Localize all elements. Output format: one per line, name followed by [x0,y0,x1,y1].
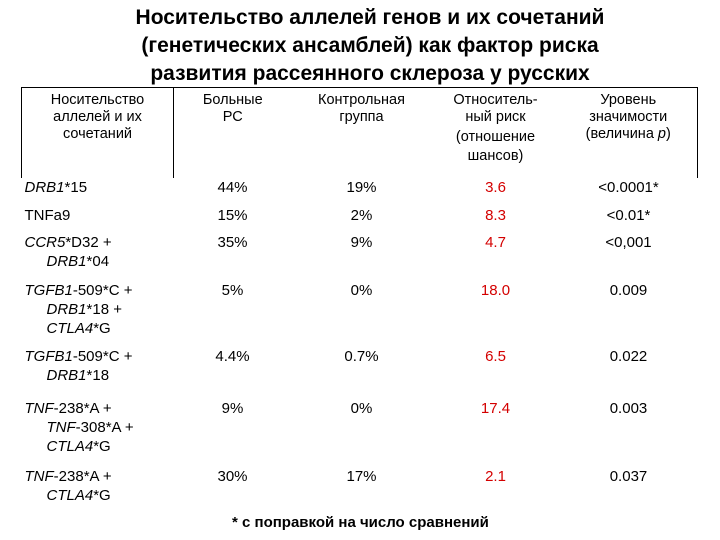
cell-control: 0% [350,399,373,417]
row-gene: TNF-238*A + CTLA4*G [24,467,112,504]
cell-risk: 3.6 [485,178,506,196]
header-p: Уровень значимости (величина p) [560,88,698,178]
row-gene: TNFa9 [24,206,71,224]
cell-p: 0.003 [609,399,648,417]
header-gene: Носительство аллелей и их сочетаний [22,88,174,178]
title-line-1: Носительство аллелей генов и их сочетаний [135,6,605,29]
cell-patients: 44% [217,178,248,196]
cell-patients: 4.4% [215,347,250,365]
header-risk: Относитель- ный риск (отношение шансов) [432,88,560,178]
cell-control: 2% [350,206,373,224]
table-row [22,399,698,467]
cell-control: 17% [346,467,377,485]
table-row [22,206,698,233]
cell-control: 19% [346,178,377,196]
table-row [22,233,698,281]
cell-patients: 5% [221,281,244,299]
cell-p: 0.009 [609,281,648,299]
title-line-2: (генетических ансамблей) как фактор риска [141,34,599,57]
cell-patients: 35% [217,233,248,251]
cell-patients: 30% [217,467,248,485]
table-header-row [22,88,698,178]
cell-patients: 15% [217,206,248,224]
row-gene: CCR5*D32 + DRB1*04 [24,233,112,270]
cell-p: <0,001 [605,233,652,251]
page-title [20,4,720,88]
cell-p: <0.01* [606,206,651,224]
cell-p: 0.037 [609,467,648,485]
cell-risk: 2.1 [485,467,506,485]
cell-risk: 8.3 [485,206,506,224]
cell-p: <0.0001* [598,178,659,196]
cell-control: 0% [350,281,373,299]
cell-control: 0.7% [344,347,379,365]
risk-table [21,87,698,515]
table-row [22,178,698,206]
header-patients: Больные РС [174,88,292,178]
table-row [22,281,698,347]
footnote: * с поправкой на число сравнений [232,514,489,531]
cell-patients: 9% [221,399,244,417]
row-gene: TGFB1-509*C + DRB1*18 + CTLA4*G [24,281,133,337]
cell-risk: 4.7 [485,233,506,251]
cell-risk: 6.5 [485,347,506,365]
table-row [22,347,698,399]
title-line-3: развития рассеянного склероза у русских [150,62,590,85]
table-row [22,467,698,515]
row-gene: TGFB1-509*C + DRB1*18 [24,347,133,384]
row-gene: TNF-238*A + TNF-308*A + CTLA4*G [24,399,134,455]
cell-control: 9% [350,233,373,251]
header-control: Контрольная группа [292,88,432,178]
row-gene: DRB1*15 [24,178,88,196]
cell-p: 0.022 [609,347,648,365]
cell-risk: 18.0 [480,281,511,299]
cell-risk: 17.4 [480,399,511,417]
